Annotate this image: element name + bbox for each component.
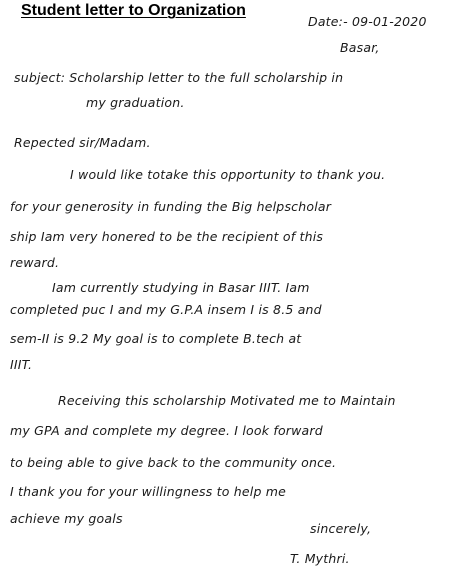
letter-place: Basar, bbox=[340, 40, 380, 55]
paragraph-1-line: reward. bbox=[10, 255, 60, 270]
paragraph-2-line: IIIT. bbox=[10, 357, 33, 372]
letter-closing: sincerely, bbox=[310, 521, 372, 536]
letter-signature: T. Mythri. bbox=[290, 551, 350, 566]
letter-date: Date:- 09-01-2020 bbox=[308, 14, 427, 29]
salutation: Repected sir/Madam. bbox=[14, 135, 151, 150]
subject-line: subject: Scholarship letter to the full scholarship in bbox=[14, 70, 344, 85]
subject-line: my graduation. bbox=[86, 95, 185, 110]
paragraph-3-line: to being able to give back to the community once. bbox=[10, 455, 337, 470]
paragraph-2-line: completed puc I and my G.P.A insem I is 8.5 and bbox=[10, 302, 322, 317]
page-heading: Student letter to Organization bbox=[21, 2, 246, 19]
paragraph-2-line: sem-II is 9.2 My goal is to complete B.tech at bbox=[10, 331, 302, 346]
paragraph-2-line: Iam currently studying in Basar IIIT. Iam bbox=[52, 280, 310, 295]
paragraph-1-line: ship Iam very honered to be the recipient of this bbox=[10, 229, 324, 244]
paragraph-3-line: my GPA and complete my degree. I look forward bbox=[10, 423, 323, 438]
paragraph-3-line: I thank you for your willingness to help me bbox=[10, 484, 287, 499]
paragraph-3-line: achieve my goals bbox=[10, 511, 123, 526]
paragraph-1-line: I would like totake this opportunity to thank you. bbox=[70, 167, 386, 182]
paragraph-1-line: for your generosity in funding the Big helpscholar bbox=[10, 199, 332, 214]
paragraph-3-line: Receiving this scholarship Motivated me to Maintain bbox=[58, 393, 396, 408]
